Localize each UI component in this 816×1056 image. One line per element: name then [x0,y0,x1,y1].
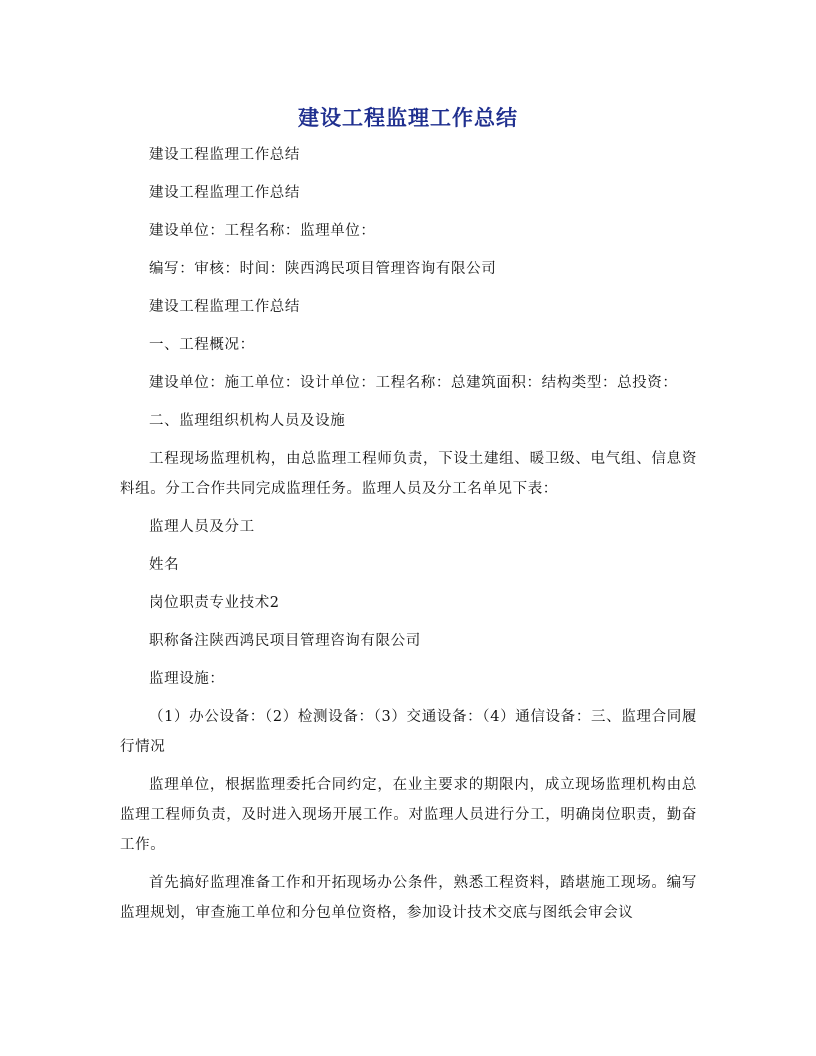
paragraph: 监理人员及分工 [149,519,255,535]
paragraph: 岗位职责专业技术2 [149,595,280,611]
paragraph: 监理设施： [149,671,225,687]
paragraph: 职称备注陕西鸿民项目管理咨询有限公司 [149,633,421,649]
paragraph: 工程现场监理机构，由总监理工程师负责，下设土建组、暖卫级、电气组、信息资料组。分工合作共同完成监理任务。监理人员及分工名单见下表： [120,451,697,497]
document-title: 建设工程监理工作总结 [298,105,518,130]
paragraph: 监理单位，根据监理委托合同约定，在业主要求的期限内，成立现场监理机构由总监理工程师负责，及时进入现场开展工作。对监理人员进行分工，明确岗位职责，勤奋工作。 [120,777,697,853]
paragraph: 姓名 [149,557,180,573]
paragraph: 建设工程监理工作总结 [149,185,300,201]
paragraph: 建设单位：工程名称：监理单位： [149,223,376,239]
paragraph: 首先搞好监理准备工作和开拓现场办公条件，熟悉工程资料，踏堪施工现场。编写监理规划，审查施工单位和分包单位资格，参加设计技术交底与图纸会审会议 [120,875,697,921]
section-heading: 一、工程概况： [149,337,255,353]
paragraph: 建设单位：施工单位：设计单位：工程名称：总建筑面积：结构类型：总投资： [149,375,678,391]
paragraph: 建设工程监理工作总结 [149,299,300,315]
document-body [120,140,697,936]
paragraph: 建设工程监理工作总结 [149,147,300,163]
section-heading: 二、监理组织机构人员及设施 [149,413,346,429]
paragraph: （1）办公设备：（2）检测设备：（3）交通设备：（4）通信设备：三、监理合同履行情况 [120,709,697,755]
paragraph: 编写：审核：时间：陕西鸿民项目管理咨询有限公司 [149,261,497,277]
